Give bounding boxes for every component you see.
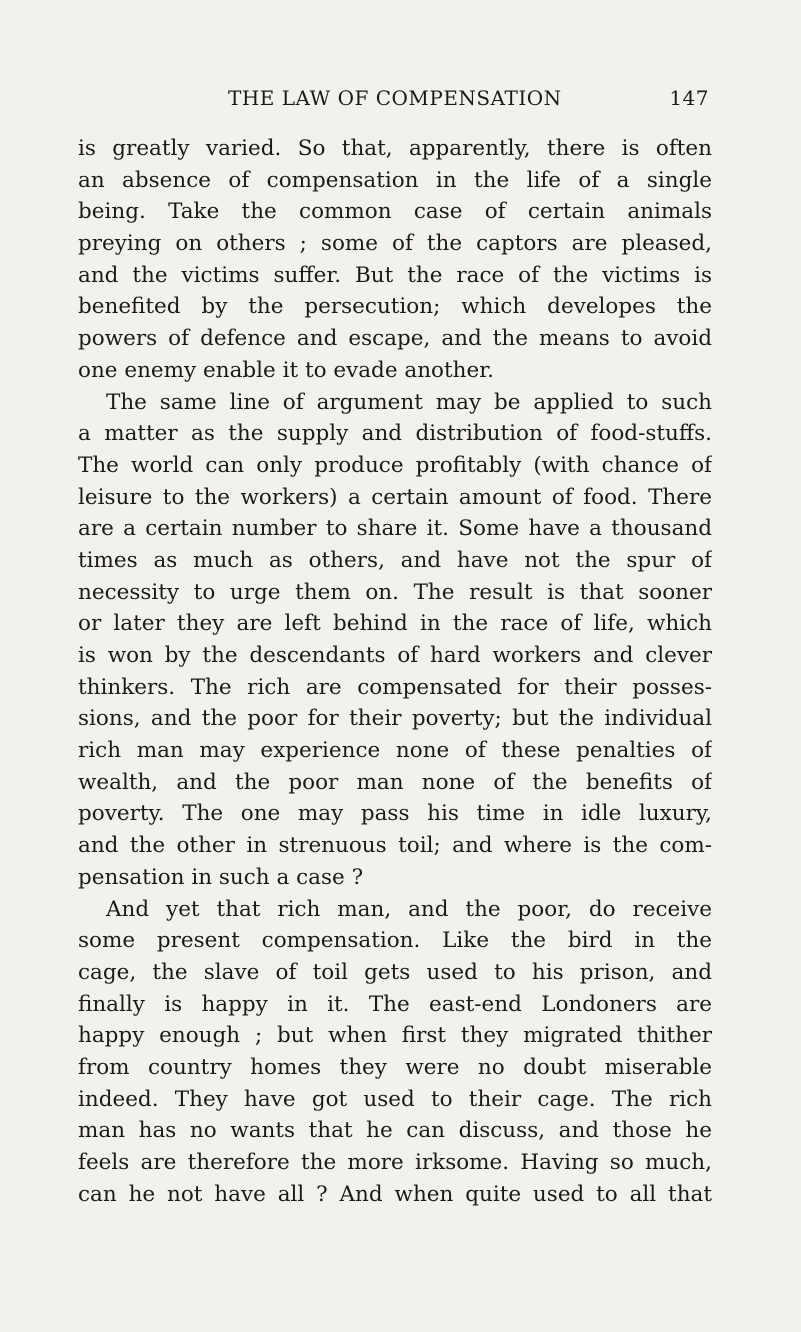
text-line: thinkers. The rich are compensated for their posses- <box>78 674 712 700</box>
text-line: rich man may experience none of these penalties of <box>78 738 712 764</box>
running-head <box>78 86 709 116</box>
text-line: sions, and the poor for their poverty; but the individual <box>78 706 712 732</box>
text-line: an absence of compensation in the life of a single <box>78 167 712 193</box>
text-line: can he not have all ? And when quite used to all that <box>78 1181 712 1207</box>
page-number: 147 <box>669 86 709 110</box>
text-line: and the other in strenuous toil; and where is the com- <box>78 833 712 859</box>
body-text <box>78 133 712 1210</box>
text-line: happy enough ; but when first they migrated thither <box>78 1023 712 1049</box>
text-line: is won by the descendants of hard workers and clever <box>78 643 712 668</box>
text-line: indeed. They have got used to their cage. The rich <box>78 1086 712 1112</box>
text-line: leisure to the workers) a certain amount of food. There <box>78 484 712 510</box>
text-line: The world can only produce profitably (with chance of <box>78 452 712 478</box>
text-line: finally is happy in it. The east-end Londoners are <box>78 991 712 1017</box>
text-line: And yet that rich man, and the poor, do receive <box>106 896 712 922</box>
text-line: necessity to urge them on. The result is that sooner <box>78 579 712 605</box>
text-line: poverty. The one may pass his time in idle luxury, <box>78 801 712 827</box>
text-line: powers of defence and escape, and the means to avoid <box>78 326 712 352</box>
text-line: The same line of argument may be applied to such <box>106 389 712 415</box>
text-line: or later they are left behind in the race of life, which <box>78 611 712 637</box>
text-line: pensation in such a case ? <box>78 864 364 890</box>
text-line: one enemy enable it to evade another. <box>78 357 494 383</box>
text-line: and the victims suffer. But the race of the victims is <box>78 262 712 288</box>
text-line: feels are therefore the more irksome. Having so much, <box>78 1150 712 1175</box>
text-line: are a certain number to share it. Some have a thousand <box>78 516 712 542</box>
text-line: preying on others ; some of the captors are pleased, <box>78 231 712 257</box>
running-title: THE LAW OF COMPENSATION <box>228 86 562 110</box>
text-line: cage, the slave of toil gets used to his prison, and <box>78 959 712 985</box>
text-line: times as much as others, and have not the spur of <box>78 547 712 573</box>
text-line: being. Take the common case of certain animals <box>78 199 712 225</box>
text-line: is greatly varied. So that, apparently, there is often <box>78 136 712 161</box>
text-line: a matter as the supply and distribution of food-stuffs. <box>78 421 712 447</box>
text-line: benefited by the persecution; which developes the <box>78 294 712 320</box>
text-line: wealth, and the poor man none of the benefits of <box>78 769 712 795</box>
text-line: man has no wants that he can discuss, and those he <box>78 1118 712 1144</box>
text-line: some present compensation. Like the bird in the <box>78 928 712 954</box>
text-line: from country homes they were no doubt miserable <box>78 1054 712 1080</box>
